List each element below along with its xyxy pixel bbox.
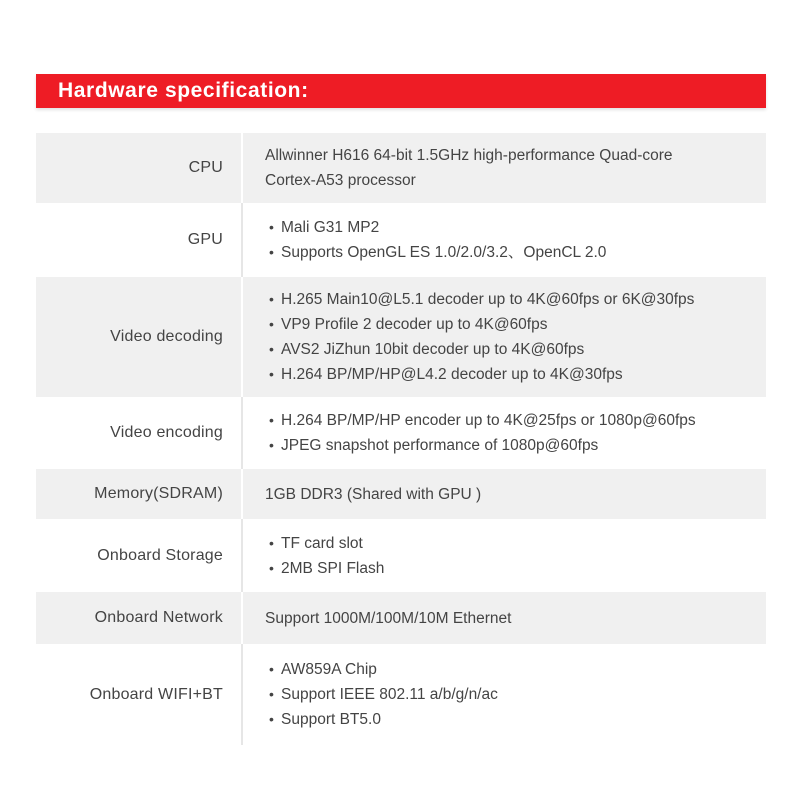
- spec-bullet-text: 2MB SPI Flash: [281, 559, 385, 577]
- spec-bullet-item: [265, 707, 766, 732]
- spec-bullet-item: [265, 337, 766, 362]
- bullet-icon: •: [269, 244, 274, 260]
- spec-bullet-item: [265, 657, 766, 682]
- spec-label: Memory(SDRAM): [94, 485, 223, 502]
- spec-bullet-item: [265, 682, 766, 707]
- spec-bullet-item: [265, 215, 766, 240]
- bullet-icon: •: [269, 291, 274, 307]
- spec-bullet-item: [265, 433, 766, 458]
- spec-row-video-decoding: [36, 277, 766, 397]
- spec-bullet-text: TF card slot: [281, 534, 363, 552]
- section-title: Hardware specification:: [58, 79, 309, 102]
- spec-row-onboard-wifi-bt: [36, 644, 766, 745]
- spec-row-gpu: [36, 203, 766, 277]
- spec-bullet-item: [265, 531, 766, 556]
- spec-bullet-text: H.264 BP/MP/HP encoder up to 4K@25fps or 1080p@60fps: [281, 412, 696, 429]
- spec-bullet-text: Mali G31 MP2: [281, 219, 380, 236]
- spec-bullet-text: Supports OpenGL ES 1.0/2.0/3.2、OpenCL 2.0: [281, 244, 607, 261]
- spec-bullet-text: H.265 Main10@L5.1 decoder up to 4K@60fps or 6K@30fps: [281, 291, 695, 308]
- spec-bullet-item: [265, 312, 766, 337]
- spec-bullet-item: [265, 240, 766, 265]
- spec-bullet-text: Support IEEE 802.11 a/b/g/n/ac: [281, 686, 498, 703]
- bullet-icon: •: [269, 711, 274, 727]
- spec-bullet-text: VP9 Profile 2 decoder up to 4K@60fps: [281, 316, 548, 333]
- spec-bullet-item: [265, 556, 766, 581]
- bullet-icon: •: [269, 412, 274, 428]
- spec-bullet-text: AVS2 JiZhun 10bit decoder up to 4K@60fps: [281, 341, 585, 358]
- bullet-icon: •: [269, 559, 274, 576]
- spec-bullet-text: AW859A Chip: [281, 661, 377, 678]
- bullet-icon: •: [269, 661, 274, 677]
- spec-label: Onboard Storage: [97, 546, 223, 564]
- spec-label: Video decoding: [110, 328, 223, 345]
- spec-bullet-item: [265, 287, 766, 312]
- spec-value: [241, 133, 766, 203]
- bullet-icon: •: [269, 366, 274, 382]
- spec-label: Onboard WIFI+BT: [89, 685, 223, 703]
- spec-row-onboard-network: [36, 592, 766, 644]
- spec-bullet-text: H.264 BP/MP/HP@L4.2 decoder up to 4K@30fps: [281, 366, 623, 383]
- spec-value: [241, 469, 766, 519]
- section-header: [36, 74, 766, 108]
- spec-text-line: Support 1000M/100M/10M Ethernet: [265, 609, 512, 627]
- spec-row-cpu: [36, 133, 766, 203]
- bullet-icon: •: [269, 686, 274, 702]
- spec-label: Onboard Network: [94, 609, 223, 626]
- bullet-icon: •: [269, 437, 274, 453]
- spec-table: [36, 133, 766, 745]
- spec-value: [241, 277, 766, 397]
- spec-value: [241, 592, 766, 644]
- spec-bullet-text: Support BT5.0: [281, 711, 381, 728]
- spec-bullet-item: [265, 362, 766, 387]
- spec-text-line: Cortex-A53 processor: [265, 172, 416, 189]
- spec-text-line: 1GB DDR3 (Shared with GPU ): [265, 485, 482, 503]
- spec-value: [241, 519, 766, 592]
- spec-bullet-item: [265, 408, 766, 433]
- spec-text-line: Allwinner H616 64-bit 1.5GHz high-performance Quad-core: [265, 147, 673, 164]
- spec-value: [241, 644, 766, 745]
- spec-label: CPU: [188, 159, 223, 176]
- spec-bullet-text: JPEG snapshot performance of 1080p@60fps: [281, 437, 599, 454]
- spec-row-video-encoding: [36, 397, 766, 469]
- spec-row-onboard-storage: [36, 519, 766, 592]
- bullet-icon: •: [269, 316, 274, 332]
- spec-label: GPU: [187, 231, 223, 248]
- spec-label: Video encoding: [110, 424, 223, 441]
- bullet-icon: •: [269, 219, 274, 235]
- spec-value: [241, 397, 766, 469]
- spec-value: [241, 203, 766, 277]
- spec-row-memory: [36, 469, 766, 519]
- bullet-icon: •: [269, 341, 274, 357]
- bullet-icon: •: [269, 534, 274, 551]
